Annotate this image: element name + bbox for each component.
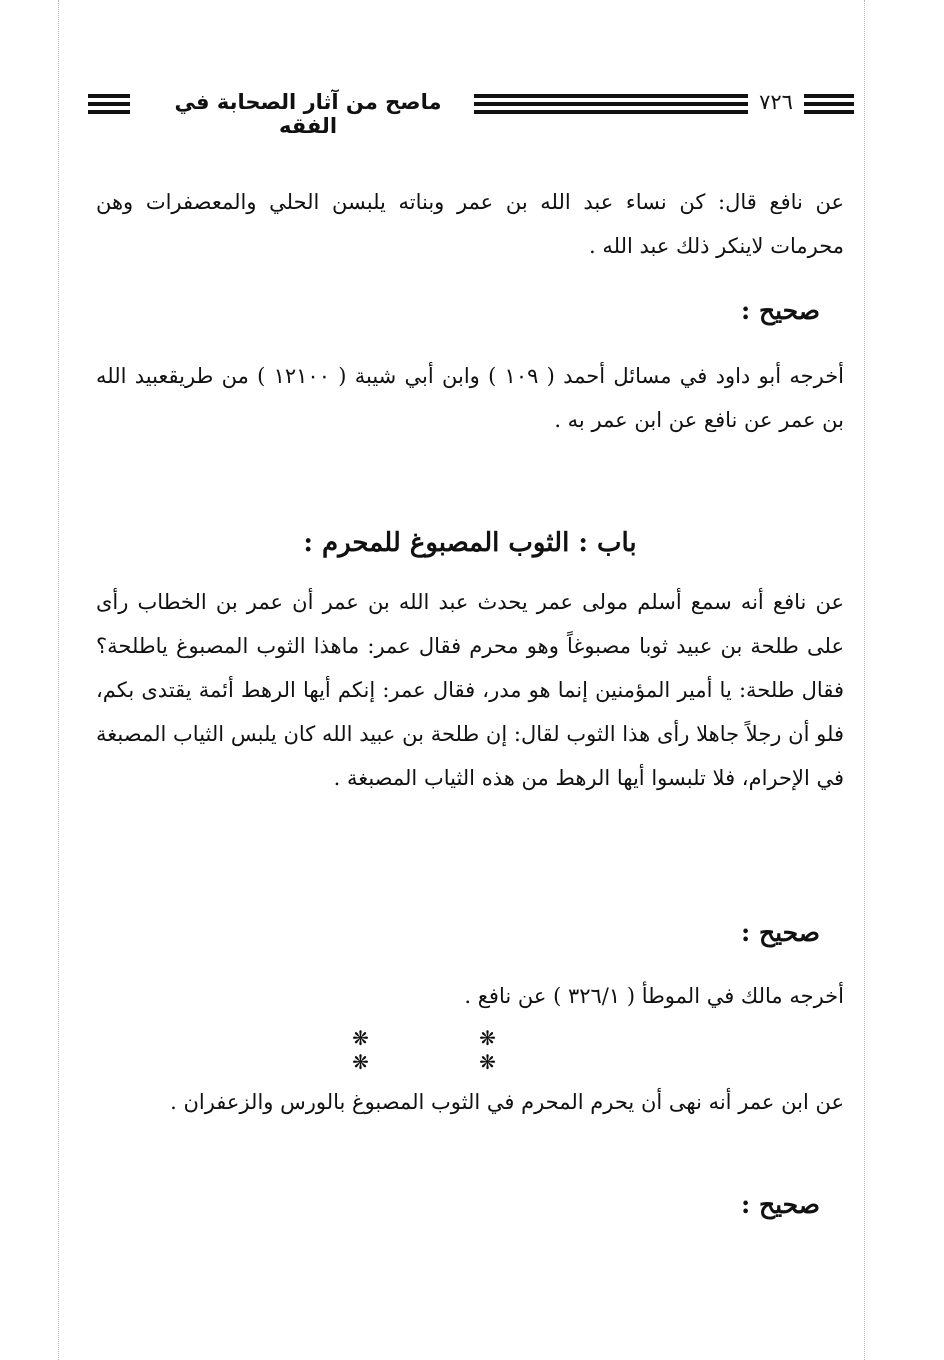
page-number: ٧٢٦	[748, 90, 804, 114]
running-header	[88, 88, 854, 138]
grading-label: صحيح :	[741, 918, 820, 947]
header-rule-left	[88, 94, 130, 118]
grading-label: صحيح :	[741, 296, 820, 325]
takhrij-text: أخرجه مالك في الموطأ ( ٣٢٦/١ ) عن نافع .	[464, 984, 844, 1008]
chapter-heading: باب : الثوب المصبوغ للمحرم :	[303, 528, 637, 558]
scan-margin-line	[58, 0, 59, 1360]
header-rule-right	[806, 94, 854, 118]
takhrij-text: أخرجه أبو داود في مسائل أحمد ( ١٠٩ ) وابن أبي شيبة ( ١٢١٠٠ ) من طريقعبيد الله بن عمر عن نافع عن ابن عمر به .	[96, 364, 845, 432]
book-title: ماصح من آثار الصحابة في الفقه	[148, 90, 468, 138]
scan-margin-line	[864, 0, 865, 1360]
athar-text: عن نافع أنه سمع أسلم مولى عمر يحدث عبد الله بن عمر أن عمر بن الخطاب رأى على طلحة بن عبيد ثوبا مصبوغاً وهو محرم فقال عمر: ماهذا الثوب المصبوغ ياطلحة؟ فقال طلحة: يا أمير المؤمنين إنما هو مدر، فقال عمر: إنكم أيها الرهط أئمة يقتدى بكم، فلو أن رجلاً جاهلا رأى هذا الثوب لقال: إن طلحة بن عبيد الله كان يلبس الثياب المصبغة في الإحرام، فلا تلبسوا أيها الرهط من هذه الثياب المصبغة .	[96, 590, 844, 790]
section-separator: ❋ ❋ ❋ ❋	[352, 1026, 548, 1074]
athar-text: عن نافع قال: كن نساء عبد الله بن عمر وبناته يلبسن الحلي والمعصفرات وهن محرمات لاينكر ذلك عبد الله .	[96, 190, 844, 258]
grading-label: صحيح :	[741, 1190, 820, 1219]
athar-text: عن ابن عمر أنه نهى أن يحرم المحرم في الثوب المصبوغ بالورس والزعفران .	[170, 1090, 844, 1114]
